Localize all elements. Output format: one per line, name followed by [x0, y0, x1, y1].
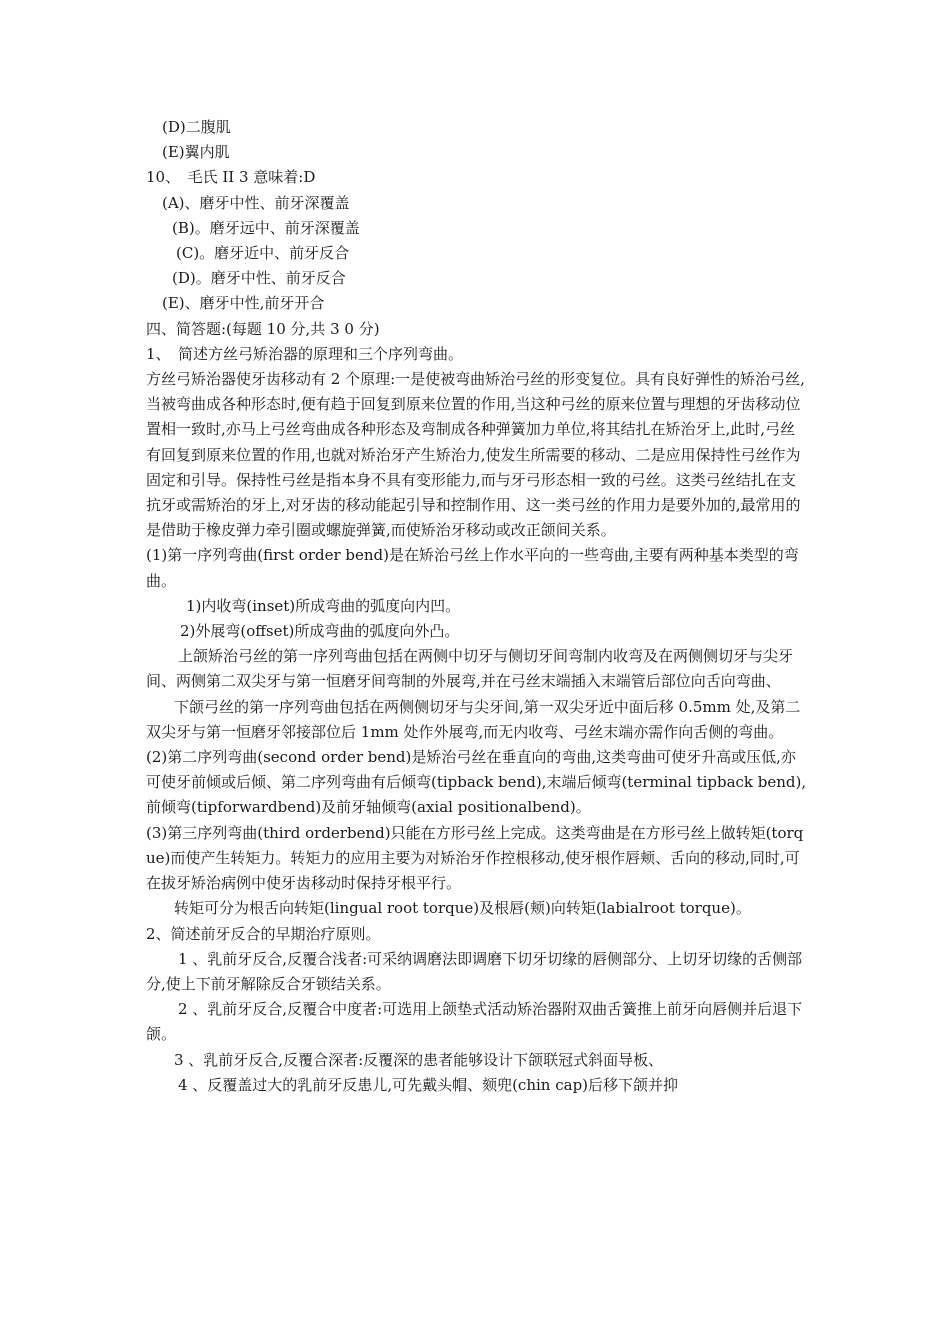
answer-paragraph-5: (2)第二序列弯曲(second order bend)是矫治弓丝在垂直向的弯曲,这类弯曲可使牙升高或压低,亦可使牙前倾或后倾、第二序列弯曲有后倾弯(tipback bend),末端后倾弯(terminal tipback bend),前倾弯(tipforwardbend)及前牙轴倾弯(axial positionalbend)。: [146, 748, 807, 817]
answer-paragraph-1: 方丝弓矫治器使牙齿移动有 2 个原理:一是使被弯曲矫治弓丝的形变复位。具有良好弹性的矫治弓丝,当被弯曲成各种形态时,便有趋于回复到原来位置的作用,当这种弓丝的原来位置与理想的牙齿移动位置相一致时,亦马上弓丝弯曲成各种形态及弯制成各种弹簧加力单位,将其结扎在矫治牙上,此时,弓丝有回复到原来位置的作用,也就对矫治牙产生矫治力,使发生所需要的移动、二是应用保持性弓丝作为固定和引导。保持性弓丝是指本身不具有变形能力,而与牙弓形态相一致的弓丝。这类弓丝结扎在支抗牙或需矫治的牙上,对牙齿的移动能起引导和控制作用、这一类弓丝的作用力是要外加的,最常用的是借助于橡皮弹力牵引圈或螺旋弹簧,而使矫治牙移动或改正颌间关系。: [146, 370, 805, 540]
answer-paragraph-7: 转矩可分为根舌向转矩(lingual root torque)及根唇(颊)向转矩(labialroot torque)。: [174, 899, 751, 918]
option-d2: (D)。磨牙中性、前牙反合: [172, 269, 346, 288]
document-body: [146, 115, 808, 1098]
option-e: (E)翼内肌: [162, 143, 230, 162]
answer-point-4: 4 、反覆盖过大的乳前牙反患儿,可先戴头帽、颏兜(chin cap)后移下颌并抑: [178, 1075, 679, 1094]
answer-point-3: 3 、乳前牙反合,反覆合深者:反覆深的患者能够设计下颌联冠式斜面导板、: [174, 1050, 664, 1069]
option-b: (B)。磨牙远中、前牙深覆盖: [172, 218, 360, 237]
option-d: (D)二腹肌: [162, 118, 231, 136]
option-c: (C)。磨牙近中、前牙反合: [176, 244, 350, 263]
answer-paragraph-2: (1)第一序列弯曲(first order bend)是在矫治弓丝上作水平向的一些弯曲,主要有两种基本类型的弯曲。: [146, 546, 799, 590]
answer-item-2: 2)外展弯(offset)所成弯曲的弧度向外凸。: [180, 622, 460, 641]
question-10: 10、 毛氏 II 3 意味着:D: [146, 168, 316, 187]
option-e2: (E)、磨牙中性,前牙开合: [162, 294, 325, 313]
question-1: 1、 简述方丝弓矫治器的原理和三个序列弯曲。: [146, 344, 464, 363]
answer-paragraph-3: 上颌矫治弓丝的第一序列弯曲包括在两侧中切牙与侧切牙间弯制内收弯及在两侧侧切牙与尖牙间、两侧第二双尖牙与第一恒磨牙间弯制的外展弯,并在弓丝末端插入末端管后部位向舌向弯曲、: [146, 647, 794, 691]
answer-paragraph-6: (3)第三序列弯曲(third orderbend)只能在方形弓丝上完成。这类弯曲是在方形弓丝上做转矩(torque)而使产生转矩力。转矩力的应用主要为对矫治牙作控根移动,使牙根作唇颊、舌向的移动,同时,可在拔牙矫治病例中使牙齿移动时保持牙根平行。: [146, 823, 804, 893]
answer-point-2: 2 、乳前牙反合,反覆合中度者:可选用上颌垫式活动矫治器附双曲舌簧推上前牙向唇侧并后退下颌。: [146, 1000, 803, 1044]
section-heading: 四、简答题:(每题 10 分,共 3 0 分): [146, 319, 380, 338]
answer-point-1: 1 、乳前牙反合,反覆合浅者:可采纳调磨法即调磨下切牙切缘的唇侧部分、上切牙切缘的舌侧部分,使上下前牙解除反合牙锁结关系。: [146, 949, 803, 993]
answer-paragraph-4: 下颌弓丝的第一序列弯曲包括在两侧侧切牙与尖牙间,第一双尖牙近中面后移 0.5mm 处,及第二双尖牙与第一恒磨牙邻接部位后 1mm 处作外展弯,而无内收弯、弓丝末端亦需作向舌侧的弯曲。: [146, 697, 801, 741]
answer-item-1: 1)内收弯(inset)所成弯曲的弧度向内凹。: [186, 596, 461, 615]
question-2: 2、简述前牙反合的早期治疗原则。: [146, 924, 381, 943]
option-a: (A)、磨牙中性、前牙深覆盖: [162, 193, 350, 212]
